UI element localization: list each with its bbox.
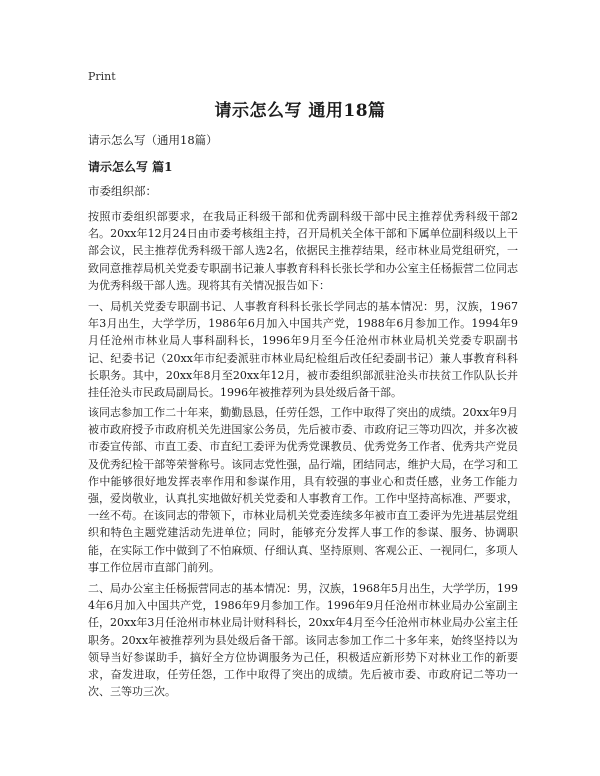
paragraph-candidate-2: 二、局办公室主任杨振营同志的基本情况：男，汉族，1968年5月出生，大学学历，1994年6月加入中国共产党，1986年9月参加工作。1996年9月任沧州市林业局办公室副主任，20xx年3月任沧州市林业局计财科科长，20xx年4月至今任沧州市林业局办公室主任职务。20xx年被推荐列为县处级后备干部。该同志参加工作二十多年来，始终坚持以为领导当好参谋助手，搞好全方位协调服务为己任，积极适应新形势下对林业工作的新要求，奋发进取，任劳任怨，工作中取得了突出的成绩。先后被市委、市政府记二等功一次、三等功三次。: [88, 582, 518, 699]
salutation: 市委组织部：: [88, 184, 157, 198]
page-title: 请示怎么写 通用18篇: [214, 101, 386, 121]
paragraph-candidate-1: 一、局机关党委专职副书记、人事教育科科长张长学同志的基本情况：男，汉族，1967年3月出生，大学学历，1986年6月加入中国共产党，1988年6月参加工作。1994年9月任沧州市林业局人事科副科长，1996年9月至今任沧州市林业局机关党委专职副书记、纪委书记（20xx年市纪委派驻市林业局纪检组后改任纪委副书记）兼人事教育科科长职务。其中，20xx年8月至20xx年12月，被市委组织部派驻沧头市扶贫工作队队长并挂任沧头市民政局副局长。1996年被推荐列为县处级后备干部。: [88, 300, 518, 400]
paragraph-candidate-1-merits: 该同志参加工作二十年来，勤勤恳恳，任劳任怨，工作中取得了突出的成绩。20xx年9月被市政府授予市政府机关先进国家公务员，先后被市委、市政府记三等功四次，并多次被市委宣传部、市直工委、市直纪工委评为优秀党课教员、优秀党务工作者、优秀共产党员及优秀纪检干部等荣誉称号。该同志党性强，品行端，团结同志，维护大局，在学习和工作中能够很好地发挥表率作用和参谋作用，具有较强的事业心和责任感，业务工作能力强，爱岗敬业，认真扎实地做好机关党委和人事教育工作。工作中坚持高标准、严要求，一丝不苟。在该同志的带领下，市林业局机关党委连续多年被市直工委评为先进基层党组织和特色主题党建活动先进单位；同时，能够充分发挥人事工作的参谋、服务、协调职能，在实际工作中做到了不怕麻烦、仔细认真、坚持原则、客观公正、一视同仁，多项人事工作位居市直部门前列。: [88, 406, 518, 574]
print-label[interactable]: Print: [88, 70, 116, 83]
paragraph-intro: 按照市委组织部要求，在我局正科级干部和优秀副科级干部中民主推荐优秀科级干部2名。20xx年12月24日由市委考核组主持，召开局机关全体干部和下属单位副科级以上干部会议，民主推荐优秀科级干部人选2名，依据民主推荐结果，经市林业局党组研究，一致同意推荐局机关党委专职副书记兼人事教育科科长张长学和办公室主任杨振营二位同志为优秀科级干部人选。现将其有关情况报告如下：: [88, 210, 518, 292]
document-subtitle: 请示怎么写（通用18篇）: [88, 133, 218, 147]
section-heading: 请示怎么写 篇1: [88, 160, 173, 174]
